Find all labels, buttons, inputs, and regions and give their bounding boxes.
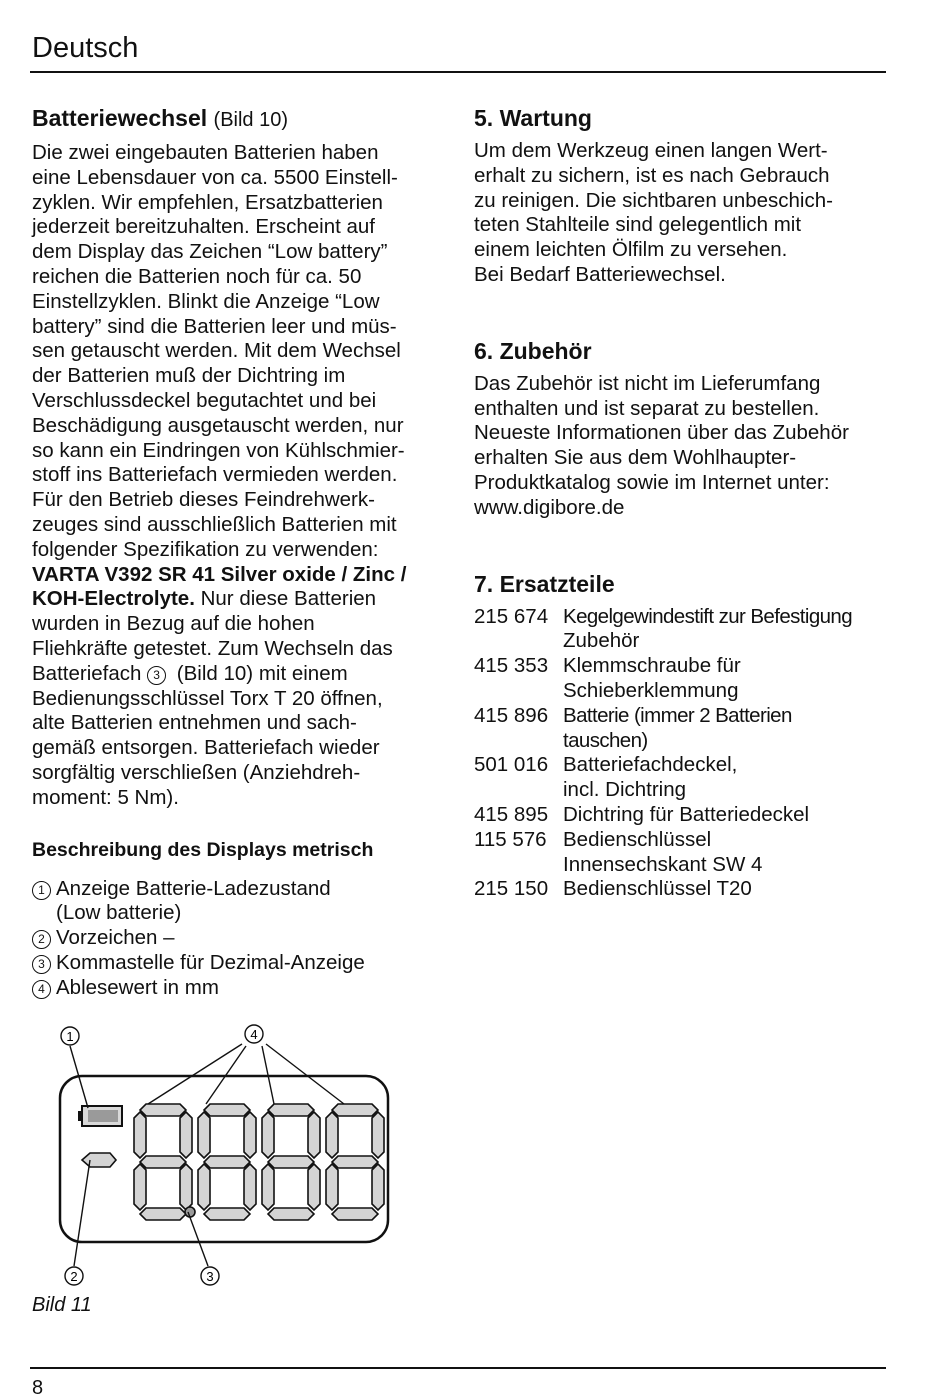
website-link-text: www.digibore.de xyxy=(474,495,625,519)
part-description: Bedienschlüssel T20 xyxy=(563,877,752,901)
accessories-section xyxy=(474,336,894,521)
legend-item: 4 Ablesewert in mm xyxy=(32,976,442,1001)
left-column xyxy=(32,103,442,1001)
battery-change-section xyxy=(32,103,442,811)
accessories-heading: 6. Zubehör xyxy=(474,337,592,364)
maintenance-section xyxy=(474,103,894,288)
page-header-title: Deutsch xyxy=(32,32,139,64)
part-description: Dichtring für Batteriedeckel xyxy=(563,802,810,826)
callout-2 xyxy=(65,1267,83,1285)
minus-sign-segment xyxy=(82,1153,116,1167)
part-number: 415 896 xyxy=(474,703,549,727)
maintenance-text: Um dem Werkzeug einen langen Wert- erhalt zu sichern, ist es nach Gebrauch zu reinigen. Die sichtbaren unbeschich- teten Stahlteile sind gelegentlich mit einem leichten Ölfilm zu versehen. Bei Bedarf Batteriewechsel. xyxy=(474,139,833,286)
callout-1 xyxy=(61,1027,79,1045)
part-description: Batteriefachdeckel, incl. Dichtring xyxy=(563,753,738,802)
callout-3 xyxy=(201,1267,219,1285)
spare-parts-section xyxy=(474,569,894,903)
part-description: Klemmschraube für Schieberklemmung xyxy=(563,654,741,702)
spare-part-row xyxy=(474,605,894,655)
spare-part-row xyxy=(474,828,894,878)
legend-item: 3 Kommastelle für Dezimal-Anzeige xyxy=(32,951,442,976)
spare-part-row xyxy=(474,753,894,803)
svg-text:2: 2 xyxy=(70,1269,78,1284)
figure-caption: Bild 11 xyxy=(32,1294,92,1316)
spare-parts-heading: 7. Ersatzteile xyxy=(474,570,615,597)
header-rule xyxy=(30,71,886,73)
part-number: 215 674 xyxy=(474,604,549,628)
svg-text:4: 4 xyxy=(250,1027,258,1042)
right-column xyxy=(474,103,894,902)
svg-text:1: 1 xyxy=(66,1029,74,1044)
svg-text:3: 3 xyxy=(206,1269,214,1284)
part-description: Batterie (immer 2 Batterien tauschen) xyxy=(563,703,792,752)
legend-item-continuation: (Low batterie) xyxy=(56,901,182,925)
battery-icon xyxy=(78,1106,122,1126)
spare-parts-list xyxy=(474,605,894,903)
battery-change-text: Die zwei eingebauten Batterien haben eine Lebensdauer von ca. 5500 Einstell- zyklen. Wir empfehlen, Ersatzbatterien jederzeit bereitzuhalten. Erscheint auf dem Display das Zeichen “Low battery” reichen die Batterien noch für ca. 50 Einstellzyklen. Blinkt die Anzeige “Low battery” sind die Batterien leer und müs- sen getauscht werden. Mit dem Wechsel der Batterien muß der Dichtring im Verschlussdeckel begutachtet und bei Beschädigung ausgetauscht werden, nur so kann ein Eindringen von Kühlschmier- stoff ins Batteriefach vermieden werden. Für den Betrieb dieses Feindrehwerk- zeuges sind ausschließlich Batterien mit folgender Spezifikation zu verwenden: VARTA V392 SR 41 Silver oxide / Zinc / KOH-Electrolyte. Nur diese Batterien wurden in Bezug auf die hohen Fliehkräfte getestet. Zum Wechseln das Batteriefach 3 (Bild 10) mit einem Bedienungsschlüssel Torx T 20 öffnen, alte Batterien entnehmen und sach- gemäß entsorgen. Batteriefach wieder sorgfältig verschließen (Anziehdreh- moment: 5 Nm). xyxy=(32,141,442,811)
footer-rule xyxy=(30,1367,886,1369)
spare-part-row xyxy=(474,704,894,754)
callout-4 xyxy=(245,1025,263,1043)
spare-part-row xyxy=(474,654,894,704)
legend-item: 2 Vorzeichen – xyxy=(32,926,442,951)
part-number: 215 150 xyxy=(474,877,549,901)
page-number: 8 xyxy=(32,1377,44,1399)
part-number: 501 016 xyxy=(474,753,549,777)
callout-3-inline: 3 xyxy=(147,666,166,685)
part-description: Bedienschlüssel Innensechskant SW 4 xyxy=(563,827,763,876)
part-description: Kegelgewindestift zur Befestigung Zubehör xyxy=(563,604,853,653)
maintenance-heading: 5. Wartung xyxy=(474,105,592,131)
display-description-section xyxy=(32,837,442,1001)
part-number: 415 895 xyxy=(474,802,549,826)
battery-spec: VARTA V392 SR 41 Silver oxide / Zinc / xyxy=(32,562,407,586)
legend-item: 1 Anzeige Batterie-Ladezustand xyxy=(32,877,442,902)
spare-part-row xyxy=(474,803,894,828)
battery-change-heading: Batteriewechsel (Bild 10) xyxy=(32,105,289,131)
spare-part-row xyxy=(474,877,894,902)
display-description-heading: Beschreibung des Displays metrisch xyxy=(32,838,374,861)
lcd-display-diagram xyxy=(30,1020,410,1290)
part-number: 115 576 xyxy=(474,827,547,851)
part-number: 415 353 xyxy=(474,654,549,678)
display-legend xyxy=(32,877,442,1001)
accessories-text: Das Zubehör ist nicht im Lieferumfang enthalten und ist separat zu bestellen. Neueste Informationen über das Zubehör erhalten Sie aus dem Wohlhaupter- Produktkatalog sowie im Internet unter: www.digibore.de xyxy=(474,372,894,521)
